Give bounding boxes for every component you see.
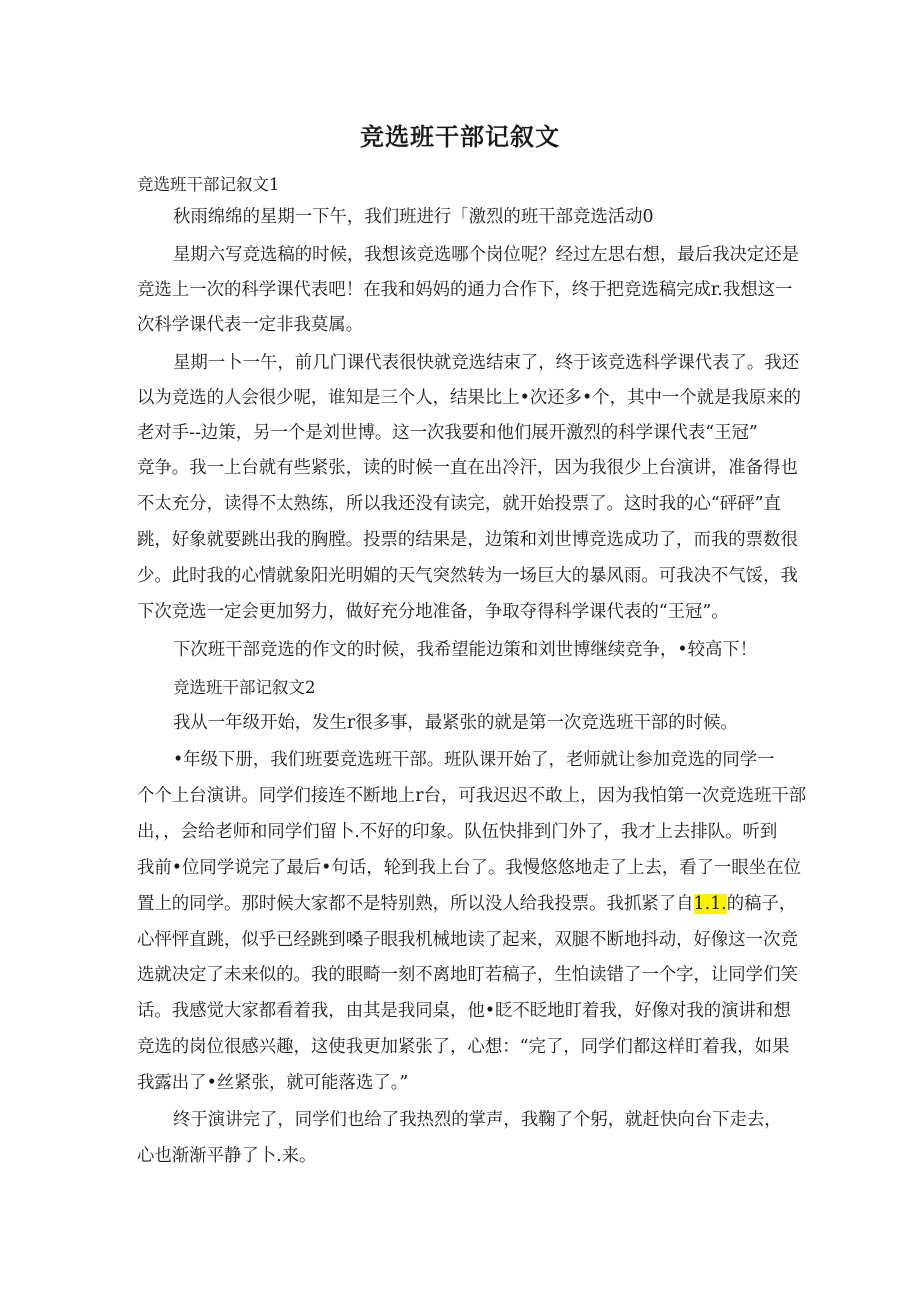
line-text: 置上的同学。那时候大家都不是特别熟，所以没人给我投票。我抓紧了自 [137,894,694,914]
line-text: 的稿子， [726,894,797,914]
paragraph-line: •年级下册，我们班要竞选班干部。班队课开始了，老师就让参加竞选的同学一 [173,750,775,770]
paragraph-line: 我前•位同学说完了最后•句话，轮到我上台了。我慢悠悠地走了上去，看了一眼坐在位 [137,858,801,878]
paragraph-line: 竞选上一次的科学课代表吧！在我和妈妈的通力合作下，终于把竞选稿完成r.我想这一 [137,280,793,300]
paragraph-line: 星期六写竞选稿的时候，我想该竞选哪个岗位呢？经过左思右想，最后我决定还是 [173,245,800,265]
paragraph-line: 下次班干部竞选的作文的时候，我希望能边策和刘世博继续竞争，•较高下！ [173,640,758,660]
paragraph-line: 心怦怦直跳，似乎已经跳到嗓子眼我机械地读了起来，双腿不断地抖动，好像这一次竞 [137,930,798,950]
paragraph-line: 老对手--边策，另一个是刘世博。这一次我要和他们展开激烈的科学课代表“王冠” [137,423,758,443]
paragraph-line: 秋雨绵绵的星期一下午，我们班进行「激烈的班干部竞选活动0 [173,207,654,227]
paragraph-line: 跳，好象就要跳出我的胸膛。投票的结果是，边策和刘世博竞选成功了，而我的票数很 [137,530,798,550]
paragraph-line: 下次竞选一定会更加努力，做好充分地准备，争取夺得科学课代表的“王冠”。 [137,602,729,622]
paragraph-line: 次科学课代表一定非我莫属。 [137,315,364,335]
paragraph-line: 我从一年级开始，发生r很多事，最紧张的就是第一次竞选班干部的时候。 [173,713,738,733]
paragraph-line: 出，，会给老师和同学们留卜.不好的印象。队伍快排到门外了，我才上去排队。听到 [137,822,778,842]
paragraph-line: 心也渐渐平静了卜.来。 [137,1146,317,1166]
paragraph-line: 话。我感觉大家都看着我，由其是我同桌，他•眨不眨地盯着我，好像对我的演讲和想 [137,1001,791,1021]
paragraph-line: 选就决定了未来似的。我的眼畸一刻不离地盯若稿子，生怕读错了一个字，让同学们笑 [137,965,798,985]
paragraph-line: 竞争。我一上台就有些紧张，读的时候一直在出冷汗，因为我很少上台演讲，准备得也 [137,458,798,478]
document-title: 竞选班干部记叙文 [360,123,560,151]
paragraph-line: 终于演讲完了，同学们也给了我热烈的掌声，我鞠了个躬，就赶快向台下走去， [173,1110,782,1130]
paragraph-line: 少。此时我的心情就象阳光明媚的天气突然转为一场巨大的暴风雨。可我决不气馁，我 [137,566,798,586]
paragraph-line: 我露出了•丝紧张，就可能落选了。” [137,1073,409,1093]
section-heading-2: 竞选班干部记叙文2 [173,678,316,697]
highlighted-text: 1.1. [693,894,727,914]
paragraph-line: 竞选的岗位很感兴趣，这使我更加紧张了，心想：“完了，同学们都这样盯着我，如果 [137,1037,790,1057]
paragraph-line: 个个上台演讲。同学们接连不断地上r台，可我迟迟不敢上，因为我怕第一次竞选班干部 [137,786,807,806]
paragraph-line: 星期一卜一午，前几门课代表很快就竞选结束了，终于该竞选科学课代表了。我还 [173,353,800,373]
paragraph-line [137,892,797,916]
paragraph-line: 不太充分，读得不太熟练，所以我还没有读完，就开始投票了。这时我的心“砰砰”直 [137,494,781,514]
paragraph-line: 以为竞选的人会很少呢，谁知是三个人，结果比上•次还多•个，其中一个就是我原来的 [137,388,801,408]
section-heading-1: 竞选班干部记叙文1 [137,175,280,194]
